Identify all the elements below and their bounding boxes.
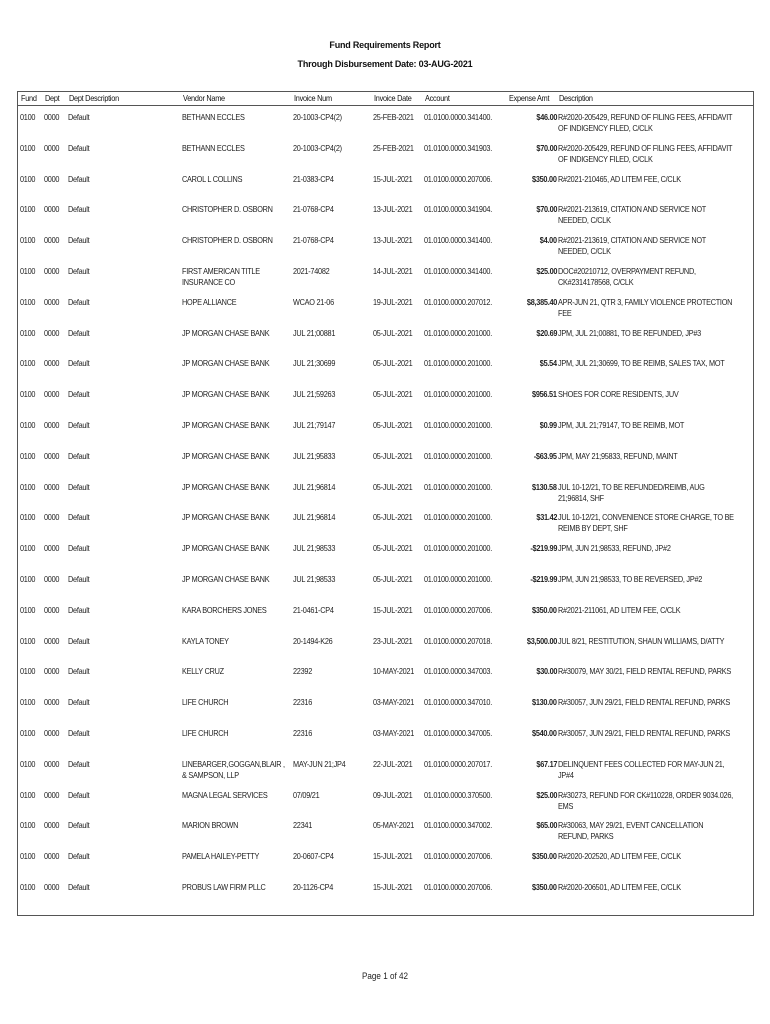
table-row xyxy=(17,882,754,913)
cell-dept-description: Default xyxy=(68,420,90,430)
cell-dept: 0000 xyxy=(44,266,60,276)
page-number: Page 1 of 42 xyxy=(362,971,408,981)
cell-account: 01.0100.0000.201000. xyxy=(424,420,493,430)
cell-fund: 0100 xyxy=(20,266,36,276)
cell-expense-amt: $31.42 xyxy=(536,512,557,523)
cell-dept: 0000 xyxy=(44,851,60,862)
cell-invoice-num: 21-0461-CP4 xyxy=(293,604,334,615)
cell-dept: 0000 xyxy=(44,758,60,769)
cell-fund: 0100 xyxy=(20,758,36,769)
cell-vendor-name: LIFE CHURCH xyxy=(182,728,229,738)
cell-account: 01.0100.0000.347003. xyxy=(424,666,493,677)
table-row xyxy=(17,235,754,266)
cell-dept: 0000 xyxy=(44,420,60,430)
cell-description: JPM, JUL 21;00881, TO BE REFUNDED, JP#3 xyxy=(558,327,701,338)
cell-invoice-date: 05-JUL-2021 xyxy=(373,358,413,369)
cell-fund: 0100 xyxy=(20,789,36,800)
cell-dept-description: Default xyxy=(68,604,90,615)
cell-dept-description: Default xyxy=(68,851,90,862)
table-header xyxy=(17,91,754,106)
cell-fund: 0100 xyxy=(20,142,36,153)
cell-description: JPM, MAY 21;95833, REFUND, MAINT xyxy=(558,450,678,461)
cell-vendor-name: JP MORGAN CHASE BANK xyxy=(182,543,270,554)
cell-invoice-num: JUL 21;79147 xyxy=(293,420,336,430)
cell-invoice-date: 19-JUL-2021 xyxy=(373,296,413,307)
cell-account: 01.0100.0000.207006. xyxy=(424,882,493,892)
cell-vendor-name: CHRISTOPHER D. OSBORN xyxy=(182,204,273,215)
cell-dept: 0000 xyxy=(44,666,60,677)
cell-vendor-name: BETHANN ECCLES xyxy=(182,142,245,153)
cell-account: 01.0100.0000.201000. xyxy=(424,389,493,400)
cell-dept: 0000 xyxy=(44,697,60,708)
cell-account: 01.0100.0000.341400. xyxy=(424,266,493,276)
cell-invoice-num: JUL 21;59263 xyxy=(293,389,336,400)
cell-expense-amt: $350.00 xyxy=(532,173,557,184)
cell-vendor-name: KAYLA TONEY xyxy=(182,635,229,646)
cell-expense-amt: $350.00 xyxy=(532,882,557,892)
cell-dept: 0000 xyxy=(44,296,60,307)
cell-invoice-num: JUL 21;00881 xyxy=(293,327,336,338)
header-dept-description: Dept Description xyxy=(69,93,119,103)
cell-dept-description: Default xyxy=(68,142,90,153)
cell-expense-amt: $25.00 xyxy=(536,789,557,800)
cell-fund: 0100 xyxy=(20,728,36,738)
cell-fund: 0100 xyxy=(20,450,36,461)
cell-vendor-name: PROBUS LAW FIRM PLLC xyxy=(182,882,266,892)
cell-invoice-num: 21-0768-CP4 xyxy=(293,204,334,215)
cell-fund: 0100 xyxy=(20,112,36,122)
cell-vendor-name: FIRST AMERICAN TITLE INSURANCE CO xyxy=(182,266,260,287)
table-row xyxy=(17,174,754,205)
cell-fund: 0100 xyxy=(20,389,36,400)
cell-dept: 0000 xyxy=(44,358,60,369)
cell-description: JPM, JUL 21;79147, TO BE REIMB, MOT xyxy=(558,420,685,430)
cell-account: 01.0100.0000.207006. xyxy=(424,851,493,862)
cell-expense-amt: $350.00 xyxy=(532,851,557,862)
cell-vendor-name: HOPE ALLIANCE xyxy=(182,296,237,307)
cell-vendor-name: CHRISTOPHER D. OSBORN xyxy=(182,235,273,246)
cell-account: 01.0100.0000.341904. xyxy=(424,204,493,215)
cell-invoice-date: 05-JUL-2021 xyxy=(373,450,413,461)
table-row xyxy=(17,636,754,667)
cell-dept-description: Default xyxy=(68,758,90,769)
cell-expense-amt: $130.58 xyxy=(532,481,557,492)
table-row xyxy=(17,605,754,636)
cell-dept-description: Default xyxy=(68,235,90,246)
cell-invoice-date: 15-JUL-2021 xyxy=(373,173,413,184)
cell-dept-description: Default xyxy=(68,728,90,738)
report-subtitle: Through Disbursement Date: 03-AUG-2021 xyxy=(297,59,473,69)
cell-dept: 0000 xyxy=(44,882,60,892)
cell-vendor-name: BETHANN ECCLES xyxy=(182,112,245,122)
cell-expense-amt: $25.00 xyxy=(536,266,557,276)
cell-dept-description: Default xyxy=(68,543,90,554)
table-row xyxy=(17,266,754,297)
cell-account: 01.0100.0000.201000. xyxy=(424,512,493,523)
cell-account: 01.0100.0000.201000. xyxy=(424,450,493,461)
cell-account: 01.0100.0000.207006. xyxy=(424,604,493,615)
cell-expense-amt: $5.54 xyxy=(539,358,557,369)
table-row xyxy=(17,143,754,174)
cell-description: JUL 8/21, RESTITUTION, SHAUN WILLIAMS, D/ATTY xyxy=(558,635,725,646)
cell-invoice-date: 13-JUL-2021 xyxy=(373,235,413,246)
cell-vendor-name: JP MORGAN CHASE BANK xyxy=(182,481,270,492)
cell-invoice-num: 20-1494-K26 xyxy=(293,635,333,646)
cell-fund: 0100 xyxy=(20,697,36,708)
cell-description: SHOES FOR CORE RESIDENTS, JUV xyxy=(558,389,679,400)
cell-dept: 0000 xyxy=(44,820,60,831)
cell-expense-amt: -$219.99 xyxy=(530,543,557,554)
cell-invoice-date: 10-MAY-2021 xyxy=(373,666,415,677)
cell-invoice-date: 05-JUL-2021 xyxy=(373,543,413,554)
cell-invoice-date: 15-JUL-2021 xyxy=(373,882,413,892)
cell-description: R#30079, MAY 30/21, FIELD RENTAL REFUND, PARKS xyxy=(558,666,731,677)
cell-invoice-num: 20-1126-CP4 xyxy=(293,882,334,892)
table-row xyxy=(17,328,754,359)
cell-invoice-num: JUL 21;96814 xyxy=(293,512,336,523)
cell-description: JUL 10-12/21, CONVENIENCE STORE CHARGE, TO BE REIMB BY DEPT, SHF xyxy=(558,512,734,534)
cell-invoice-num: MAY-JUN 21;JP4 xyxy=(293,758,346,769)
cell-dept: 0000 xyxy=(44,574,60,584)
cell-invoice-num: 22316 xyxy=(293,728,313,738)
cell-vendor-name: MARION BROWN xyxy=(182,820,239,831)
cell-invoice-date: 03-MAY-2021 xyxy=(373,728,415,738)
cell-expense-amt: -$63.95 xyxy=(534,450,557,461)
cell-dept-description: Default xyxy=(68,512,90,523)
cell-description: R#2021-210465, AD LITEM FEE, C/CLK xyxy=(558,173,681,184)
table-row xyxy=(17,666,754,697)
table-row xyxy=(17,820,754,851)
cell-invoice-date: 25-FEB-2021 xyxy=(373,142,414,153)
cell-description: JUL 10-12/21, TO BE REFUNDED/REIMB, AUG 21;96814, SHF xyxy=(558,481,705,503)
cell-description: DELINQUENT FEES COLLECTED FOR MAY-JUN 21, JP#4 xyxy=(558,758,725,780)
table-row xyxy=(17,204,754,235)
cell-expense-amt: $70.00 xyxy=(536,142,557,153)
header-expense-amt: Expense Amt xyxy=(509,93,550,103)
cell-invoice-date: 05-JUL-2021 xyxy=(373,481,413,492)
cell-description: R#30057, JUN 29/21, FIELD RENTAL REFUND, PARKS xyxy=(558,697,731,708)
cell-dept: 0000 xyxy=(44,604,60,615)
cell-dept-description: Default xyxy=(68,327,90,338)
cell-account: 01.0100.0000.347010. xyxy=(424,697,493,708)
cell-fund: 0100 xyxy=(20,481,36,492)
table-row xyxy=(17,358,754,389)
cell-description: R#30057, JUN 29/21, FIELD RENTAL REFUND, PARKS xyxy=(558,728,731,738)
cell-fund: 0100 xyxy=(20,820,36,831)
cell-expense-amt: $0.99 xyxy=(539,420,557,430)
cell-dept: 0000 xyxy=(44,728,60,738)
cell-expense-amt: $3,500.00 xyxy=(526,635,557,646)
cell-account: 01.0100.0000.207012. xyxy=(424,296,493,307)
cell-account: 01.0100.0000.201000. xyxy=(424,543,493,554)
header-invoice-date: Invoice Date xyxy=(374,93,412,103)
cell-vendor-name: JP MORGAN CHASE BANK xyxy=(182,389,270,400)
cell-description: JPM, JUN 21;98533, REFUND, JP#2 xyxy=(558,543,671,554)
cell-invoice-num: JUL 21;30699 xyxy=(293,358,336,369)
cell-dept: 0000 xyxy=(44,112,60,122)
cell-vendor-name: JP MORGAN CHASE BANK xyxy=(182,420,270,430)
cell-description: R#2020-205429, REFUND OF FILING FEES, AFFIDAVIT OF INDIGENCY FILED, C/CLK xyxy=(558,112,733,133)
cell-invoice-num: 22392 xyxy=(293,666,313,677)
cell-description: R#30063, MAY 29/21, EVENT CANCELLATION REFUND, PARKS xyxy=(558,820,704,842)
table-row xyxy=(17,420,754,451)
cell-dept: 0000 xyxy=(44,204,60,215)
cell-fund: 0100 xyxy=(20,420,36,430)
cell-dept-description: Default xyxy=(68,697,90,708)
cell-invoice-date: 03-MAY-2021 xyxy=(373,697,415,708)
header-vendor-name: Vendor Name xyxy=(183,93,225,103)
cell-invoice-num: 21-0768-CP4 xyxy=(293,235,334,246)
cell-fund: 0100 xyxy=(20,235,36,246)
cell-fund: 0100 xyxy=(20,358,36,369)
cell-dept-description: Default xyxy=(68,450,90,461)
cell-dept-description: Default xyxy=(68,789,90,800)
cell-invoice-num: 20-1003-CP4(2) xyxy=(293,142,342,153)
cell-vendor-name: JP MORGAN CHASE BANK xyxy=(182,450,270,461)
cell-description: JPM, JUL 21;30699, TO BE REIMB, SALES TAX, MOT xyxy=(558,358,725,369)
cell-expense-amt: $350.00 xyxy=(532,604,557,615)
cell-invoice-date: 05-JUL-2021 xyxy=(373,574,413,584)
cell-invoice-num: JUL 21;96814 xyxy=(293,481,336,492)
cell-vendor-name: JP MORGAN CHASE BANK xyxy=(182,574,270,584)
cell-description: DOC#20210712, OVERPAYMENT REFUND, CK#2314178568, C/CLK xyxy=(558,266,696,287)
cell-description: R#2021-213619, CITATION AND SERVICE NOT NEEDED, C/CLK xyxy=(558,235,706,257)
cell-dept-description: Default xyxy=(68,882,90,892)
cell-dept-description: Default xyxy=(68,820,90,831)
cell-fund: 0100 xyxy=(20,204,36,215)
cell-fund: 0100 xyxy=(20,851,36,862)
cell-vendor-name: LIFE CHURCH xyxy=(182,697,229,708)
cell-invoice-date: 05-JUL-2021 xyxy=(373,389,413,400)
table-row xyxy=(17,112,754,143)
table-row xyxy=(17,451,754,482)
cell-description: JPM, JUN 21;98533, TO BE REVERSED, JP#2 xyxy=(558,574,703,584)
cell-expense-amt: $540.00 xyxy=(532,728,557,738)
cell-account: 01.0100.0000.341400. xyxy=(424,235,493,246)
cell-account: 01.0100.0000.201000. xyxy=(424,574,493,584)
header-invoice-num: Invoice Num xyxy=(294,93,332,103)
cell-vendor-name: JP MORGAN CHASE BANK xyxy=(182,358,270,369)
cell-vendor-name: PAMELA HAILEY-PETTY xyxy=(182,851,260,862)
cell-fund: 0100 xyxy=(20,882,36,892)
cell-vendor-name: LINEBARGER,GOGGAN,BLAIR , & SAMPSON, LLP xyxy=(182,758,285,780)
report-title: Fund Requirements Report xyxy=(329,40,441,50)
cell-invoice-num: 07/09/21 xyxy=(293,789,320,800)
cell-expense-amt: $30.00 xyxy=(536,666,557,677)
cell-fund: 0100 xyxy=(20,574,36,584)
cell-dept-description: Default xyxy=(68,666,90,677)
table-row xyxy=(17,389,754,420)
header-dept: Dept xyxy=(45,93,60,103)
cell-dept-description: Default xyxy=(68,574,90,584)
cell-invoice-num: 2021-74082 xyxy=(293,266,330,276)
cell-vendor-name: KARA BORCHERS JONES xyxy=(182,604,267,615)
header-description: Description xyxy=(559,93,593,103)
cell-dept-description: Default xyxy=(68,358,90,369)
cell-invoice-num: 20-0607-CP4 xyxy=(293,851,334,862)
cell-invoice-num: WCAO 21-06 xyxy=(293,296,334,307)
cell-dept: 0000 xyxy=(44,543,60,554)
cell-vendor-name: KELLY CRUZ xyxy=(182,666,224,677)
cell-dept: 0000 xyxy=(44,327,60,338)
cell-invoice-date: 14-JUL-2021 xyxy=(373,266,413,276)
cell-fund: 0100 xyxy=(20,635,36,646)
table-row xyxy=(17,512,754,543)
cell-invoice-date: 22-JUL-2021 xyxy=(373,758,413,769)
cell-dept: 0000 xyxy=(44,481,60,492)
cell-expense-amt: $8,385.40 xyxy=(526,296,557,307)
cell-invoice-date: 15-JUL-2021 xyxy=(373,851,413,862)
header-fund: Fund xyxy=(21,93,37,103)
cell-invoice-num: 21-0383-CP4 xyxy=(293,173,334,184)
cell-dept: 0000 xyxy=(44,450,60,461)
cell-invoice-num: JUL 21;98533 xyxy=(293,574,336,584)
cell-invoice-date: 09-JUL-2021 xyxy=(373,789,413,800)
cell-account: 01.0100.0000.207017. xyxy=(424,758,493,769)
cell-invoice-num: 22341 xyxy=(293,820,313,831)
cell-description: R#30273, REFUND FOR CK#110228, ORDER 9034.026, EMS xyxy=(558,789,733,811)
cell-dept-description: Default xyxy=(68,173,90,184)
cell-account: 01.0100.0000.347002. xyxy=(424,820,493,831)
cell-dept-description: Default xyxy=(68,296,90,307)
cell-vendor-name: JP MORGAN CHASE BANK xyxy=(182,327,270,338)
cell-dept: 0000 xyxy=(44,389,60,400)
cell-expense-amt: $65.00 xyxy=(536,820,557,831)
cell-dept: 0000 xyxy=(44,789,60,800)
cell-dept: 0000 xyxy=(44,173,60,184)
cell-fund: 0100 xyxy=(20,512,36,523)
cell-invoice-date: 13-JUL-2021 xyxy=(373,204,413,215)
cell-dept: 0000 xyxy=(44,235,60,246)
cell-invoice-date: 05-MAY-2021 xyxy=(373,820,415,831)
cell-fund: 0100 xyxy=(20,327,36,338)
header-account: Account xyxy=(425,93,450,103)
cell-dept-description: Default xyxy=(68,389,90,400)
cell-invoice-num: 20-1003-CP4(2) xyxy=(293,112,342,122)
cell-invoice-date: 05-JUL-2021 xyxy=(373,512,413,523)
cell-account: 01.0100.0000.347005. xyxy=(424,728,493,738)
cell-vendor-name: JP MORGAN CHASE BANK xyxy=(182,512,270,523)
cell-description: R#2020-202520, AD LITEM FEE, C/CLK xyxy=(558,851,681,862)
table-row xyxy=(17,574,754,605)
cell-fund: 0100 xyxy=(20,666,36,677)
cell-dept-description: Default xyxy=(68,204,90,215)
cell-invoice-num: JUL 21;95833 xyxy=(293,450,336,461)
cell-fund: 0100 xyxy=(20,173,36,184)
cell-invoice-num: JUL 21;98533 xyxy=(293,543,336,554)
cell-invoice-date: 05-JUL-2021 xyxy=(373,420,413,430)
cell-invoice-date: 25-FEB-2021 xyxy=(373,112,414,122)
cell-invoice-date: 05-JUL-2021 xyxy=(373,327,413,338)
cell-expense-amt: $20.69 xyxy=(536,327,557,338)
cell-expense-amt: $67.17 xyxy=(536,758,557,769)
cell-expense-amt: -$219.99 xyxy=(530,574,557,584)
table-row xyxy=(17,482,754,513)
cell-account: 01.0100.0000.341903. xyxy=(424,142,493,153)
cell-dept-description: Default xyxy=(68,481,90,492)
cell-dept: 0000 xyxy=(44,142,60,153)
table-row xyxy=(17,697,754,728)
cell-description: APR-JUN 21, QTR 3, FAMILY VIOLENCE PROTECTION FEE xyxy=(558,296,733,318)
cell-account: 01.0100.0000.201000. xyxy=(424,481,493,492)
cell-fund: 0100 xyxy=(20,543,36,554)
cell-dept-description: Default xyxy=(68,266,90,276)
cell-vendor-name: MAGNA LEGAL SERVICES xyxy=(182,789,268,800)
cell-expense-amt: $46.00 xyxy=(536,112,557,122)
table-row xyxy=(17,728,754,759)
cell-account: 01.0100.0000.207006. xyxy=(424,173,493,184)
cell-description: R#2020-205429, REFUND OF FILING FEES, AFFIDAVIT OF INDIGENCY FILED, C/CLK xyxy=(558,142,733,164)
cell-invoice-date: 15-JUL-2021 xyxy=(373,604,413,615)
table-row xyxy=(17,759,754,790)
cell-account: 01.0100.0000.207018. xyxy=(424,635,493,646)
cell-expense-amt: $956.51 xyxy=(532,389,557,400)
cell-expense-amt: $130.00 xyxy=(532,697,557,708)
cell-dept: 0000 xyxy=(44,635,60,646)
cell-account: 01.0100.0000.201000. xyxy=(424,358,493,369)
cell-dept: 0000 xyxy=(44,512,60,523)
cell-account: 01.0100.0000.370500. xyxy=(424,789,493,800)
cell-fund: 0100 xyxy=(20,296,36,307)
cell-description: R#2020-206501, AD LITEM FEE, C/CLK xyxy=(558,882,681,892)
table-row xyxy=(17,790,754,821)
cell-description: R#2021-213619, CITATION AND SERVICE NOT NEEDED, C/CLK xyxy=(558,204,706,226)
cell-account: 01.0100.0000.341400. xyxy=(424,112,493,122)
cell-dept-description: Default xyxy=(68,635,90,646)
cell-vendor-name: CAROL L COLLINS xyxy=(182,173,243,184)
cell-expense-amt: $70.00 xyxy=(536,204,557,215)
cell-account: 01.0100.0000.201000. xyxy=(424,327,493,338)
cell-invoice-num: 22316 xyxy=(293,697,313,708)
cell-dept-description: Default xyxy=(68,112,90,122)
table-row xyxy=(17,297,754,328)
table-row xyxy=(17,851,754,882)
cell-invoice-date: 23-JUL-2021 xyxy=(373,635,413,646)
cell-fund: 0100 xyxy=(20,604,36,615)
cell-expense-amt: $4.00 xyxy=(539,235,557,246)
table-row xyxy=(17,543,754,574)
cell-description: R#2021-211061, AD LITEM FEE, C/CLK xyxy=(558,604,681,615)
